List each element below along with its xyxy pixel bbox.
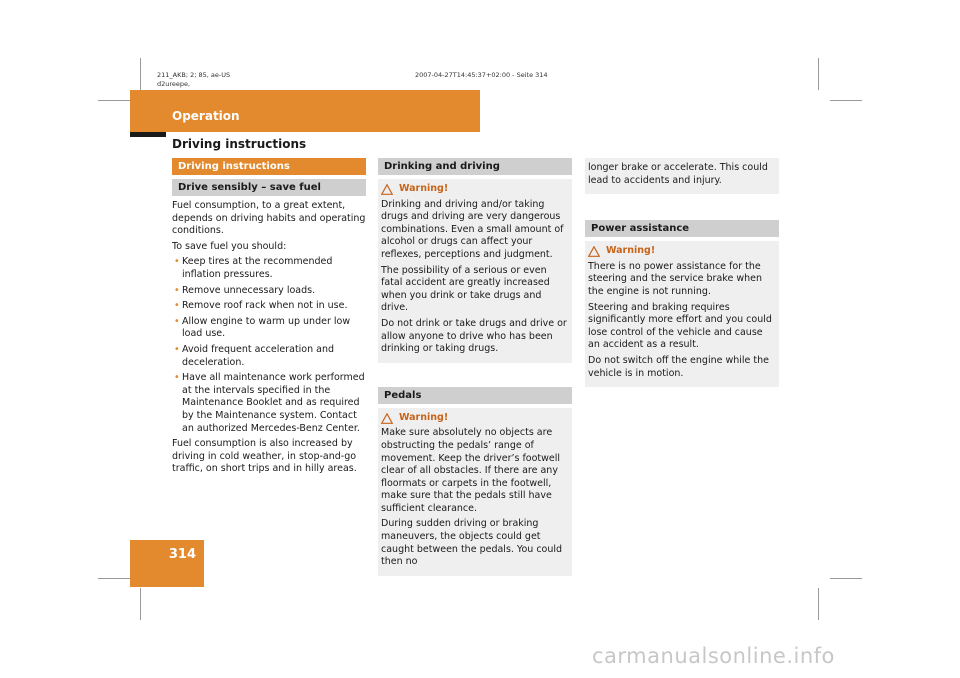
paragraph: There is no power assistance for the steering and the service brake when the engine is not running. — [588, 260, 762, 297]
page-subtitle: Driving instructions — [172, 137, 307, 151]
crop-mark — [818, 588, 819, 620]
column-2 — [378, 158, 572, 576]
paragraph: Steering and braking requires significantly more effort and you could lose control of the vehicle and cause an accident as a result. — [588, 301, 772, 351]
paragraph: Do not switch off the engine while the vehicle is in motion. — [588, 354, 770, 379]
list-item: • Avoid frequent acceleration and deceleration. — [174, 343, 335, 368]
section-bar-drive-sensibly: Drive sensibly – save fuel — [172, 179, 366, 196]
section-bar-power-assistance: Power assistance — [585, 220, 779, 237]
list-item: • Remove unnecessary loads. — [174, 284, 316, 296]
watermark: carmanualsonline.info — [592, 644, 835, 668]
crop-mark — [98, 100, 130, 101]
tips-list — [172, 256, 366, 435]
section-bar-drinking-and-driving: Drinking and driving — [378, 158, 572, 175]
warning-box-continued — [585, 158, 779, 194]
warning-title: Warning! — [588, 245, 776, 258]
column-1 — [172, 158, 366, 479]
column-3 — [585, 158, 779, 387]
list-item: • Allow engine to warm up under low load use. — [174, 315, 351, 340]
bullet-icon: • — [174, 372, 180, 384]
warning-triangle-icon — [588, 246, 600, 257]
bullet-icon: • — [174, 315, 180, 327]
warning-triangle-icon — [381, 413, 393, 424]
bullet-icon: • — [174, 256, 180, 268]
warning-title: Warning! — [381, 183, 569, 196]
bullet-icon: • — [174, 284, 180, 296]
header-dark-tab — [130, 132, 166, 137]
warning-box-drinking — [378, 179, 572, 363]
crop-mark — [98, 578, 130, 579]
print-meta-left: 211_AKB; 2; 85, ae-US — [157, 71, 231, 79]
warning-triangle-icon — [381, 184, 393, 195]
bullet-icon: • — [174, 343, 180, 355]
paragraph: Drinking and driving and/or taking drugs and driving are very dangerous combinations. Even a small amount of alcohol or drugs can affect your reflexes, perceptions and judgment. — [381, 198, 564, 260]
paragraph: Do not drink or take drugs and drive or allow anyone to drive who has been drinking or taking drugs. — [381, 317, 567, 355]
print-meta-line2: d2ureepe, — [157, 80, 191, 88]
list-item: • Have all maintenance work performed at the intervals specified in the Maintenance Booklet and as required by the Maintenance system. Contact an authorized Mercedes-Benz Center. — [174, 372, 365, 434]
warning-box-power — [585, 241, 779, 387]
crop-mark — [140, 588, 141, 620]
page-number: 314 — [168, 547, 196, 562]
section-bar-pedals: Pedals — [378, 387, 572, 404]
print-meta-right: 2007-04-27T14:45:37+02:00 - Seite 314 — [415, 71, 548, 79]
paragraph: Fuel consumption is also increased by driving in cold weather, in stop-and-go traffic, on short trips and in hilly areas. — [172, 438, 357, 475]
crop-mark — [140, 58, 141, 90]
warning-box-pedals — [378, 408, 572, 576]
paragraph: To save fuel you should: — [172, 240, 287, 252]
list-item: • Remove roof rack when not in use. — [174, 300, 348, 312]
paragraph: The possibility of a serious or even fatal accident are greatly increased when you drink or take drugs and drive. — [381, 264, 550, 314]
warning-title: Warning! — [381, 412, 569, 425]
paragraph: During sudden driving or braking maneuvers, the objects could get caught between the pedals. You could then no — [381, 518, 563, 568]
crop-mark — [818, 58, 819, 90]
paragraph: Make sure absolutely no objects are obstructing the pedals’ range of movement. Keep the driver’s footwell clear of all obstacles. If there are any floormats or carpets in the footwell, make sure that the pedals still have sufficient clearance. — [381, 427, 561, 514]
list-item: • Keep tires at the recommended inflation pressures. — [174, 256, 333, 280]
crop-mark — [830, 100, 862, 101]
paragraph: Fuel consumption, to a great extent, depends on driving habits and operating conditions. — [172, 200, 366, 237]
section-bar-driving-instructions: Driving instructions — [172, 158, 366, 175]
bullet-icon: • — [174, 300, 180, 312]
paragraph: longer brake or accelerate. This could lead to accidents and injury. — [588, 162, 768, 186]
crop-mark — [830, 578, 862, 579]
section-title: Operation — [172, 109, 240, 123]
